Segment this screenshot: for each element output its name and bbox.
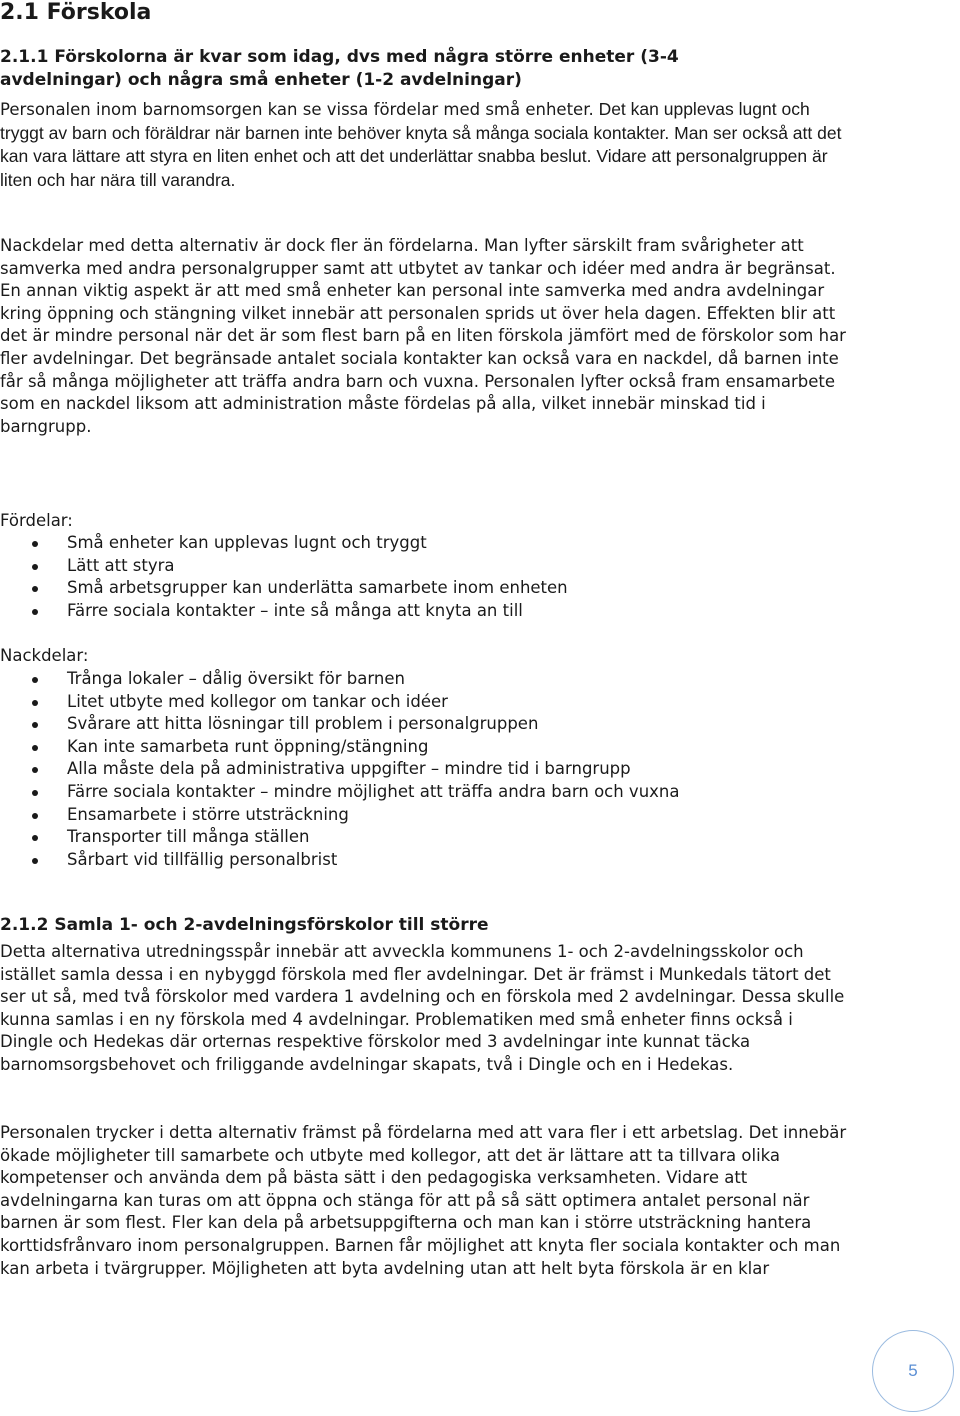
- list-item: Små enheter kan upplevas lugnt och tryggt: [0, 532, 568, 555]
- list-item: Alla måste dela på administrativa uppgifter – mindre tid i barngrupp: [0, 758, 680, 781]
- page-number: 5: [908, 1361, 918, 1380]
- cons-list: [0, 668, 680, 871]
- bullet-icon: [32, 564, 38, 570]
- staff-paragraph: Personalen trycker i detta alternativ främst på fördelarna med att vara fler i ett arbetslag. Det innebär ökade möjligheter till samarbete och utbyte med kollegor, att det är lättare att ta tillvara olika kompetenser och använda dem på bästa sätt i den pedagogiska verksamheten. Vidare att avdelningarna kan turas om att öppna och stänga för att på så sätt optimera antalet personal när barnen är som flest. Fler kan dela på arbetsuppgifterna och man kan i större utsträckning hantera korttidsfrånvaro inom personalgruppen. Barnen får möjlighet att knyta fler sociala kontakter och man kan arbeta i tvärgrupper. Möjligheten att byta avdelning utan att helt byta förskola är en klar: [0, 1123, 847, 1278]
- bullet-icon: [32, 835, 38, 841]
- bullet-icon: [32, 609, 38, 615]
- list-item: Kan inte samarbeta runt öppning/stängning: [0, 736, 680, 759]
- pros-list: [0, 532, 568, 622]
- list-item: Sårbart vid tillfällig personalbrist: [0, 849, 680, 872]
- section-heading: 2.1 Förskola: [0, 0, 152, 25]
- list-item: Lätt att styra: [0, 555, 568, 578]
- list-item: Ensamarbete i större utsträckning: [0, 804, 680, 827]
- drawbacks-paragraph: Nackdelar med detta alternativ är dock fler än fördelarna. Man lyfter särskilt fram svårigheter att samverka med andra personalgrupper samt att utbytet av tankar och idéer med andra är begränsat. En annan viktig aspekt är att med små enheter kan personal inte samverka med andra avdelningar kring öppning och stängning vilket innebär att personalen sprids ut över hela dagen. Effekten blir att det är mindre personal när det är som flest barn på en liten förskola jämfört med de förskolor som har fler avdelningar. Det begränsade antalet sociala kontakter kan också vara en nackdel, då barnen inte får så många möjligheter att träffa andra barn och vuxna. Personalen lyfter också fram ensamarbete som en nackdel liksom att administration måste fördelas på alla, vilket innebär minskad tid i barngrupp.: [0, 236, 846, 436]
- bullet-icon: [32, 767, 38, 773]
- subsection-heading-2-1-1: 2.1.1 Förskolorna är kvar som idag, dvs med några större enheter (3-4 avdelningar) och några små enheter (1-2 avdelningar): [0, 47, 679, 90]
- merge-paragraph: Detta alternativa utredningsspår innebär att avveckla kommunens 1- och 2-avdelningsskolor och istället samla dessa i en nybyggd förskola med fler avdelningar. Det är främst i Munkedals tätort det ser ut så, med två förskolor med vardera 1 avdelning och en förskola med 2 avdelningar. Dessa skulle kunna samlas i en ny förskola med 4 avdelningar. Problematiken med små enheter finns också i Dingle och Hedekas där orternas respektive förskolor med 3 avdelningar inte kunnat täcka barnomsorgsbehovet och friliggande avdelningar skapats, två i Dingle och en i Hedekas.: [0, 942, 845, 1074]
- subsection-heading-2-1-2: 2.1.2 Samla 1- och 2-avdelningsförskolor till större: [0, 915, 489, 935]
- list-item: Litet utbyte med kollegor om tankar och idéer: [0, 691, 680, 714]
- bullet-icon: [32, 722, 38, 728]
- list-item: Transporter till många ställen: [0, 826, 680, 849]
- pros-label: Fördelar:: [0, 511, 73, 530]
- bullet-icon: [32, 541, 38, 547]
- bullet-icon: [32, 790, 38, 796]
- bullet-icon: [32, 677, 38, 683]
- list-item: Svårare att hitta lösningar till problem i personalgruppen: [0, 713, 680, 736]
- intro-paragraph: [0, 98, 850, 192]
- bullet-icon: [32, 700, 38, 706]
- cons-label: Nackdelar:: [0, 646, 89, 665]
- list-item: Små arbetsgrupper kan underlätta samarbete inom enheten: [0, 577, 568, 600]
- bullet-icon: [32, 745, 38, 751]
- bullet-icon: [32, 858, 38, 864]
- bullet-icon: [32, 813, 38, 819]
- list-item: Trånga lokaler – dålig översikt för barnen: [0, 668, 680, 691]
- bullet-icon: [32, 586, 38, 592]
- intro-sans-text: Det kan upplevas lugnt och tryggt av barn och föräldrar när barnen inte behöver knyta så många sociala kontakter. Man ser också att det kan vara lättare att styra en liten enhet och att det underlättar snabba beslut. Vidare att personalgruppen är liten och har nära till varandra.: [0, 99, 842, 190]
- list-item: Färre sociala kontakter – inte så många att knyta an till: [0, 600, 568, 623]
- list-item: Färre sociala kontakter – mindre möjlighet att träffa andra barn och vuxna: [0, 781, 680, 804]
- page-number-badge: [872, 1330, 954, 1412]
- intro-plain-text: Personalen inom barnomsorgen kan se vissa fördelar med små enheter.: [0, 100, 594, 119]
